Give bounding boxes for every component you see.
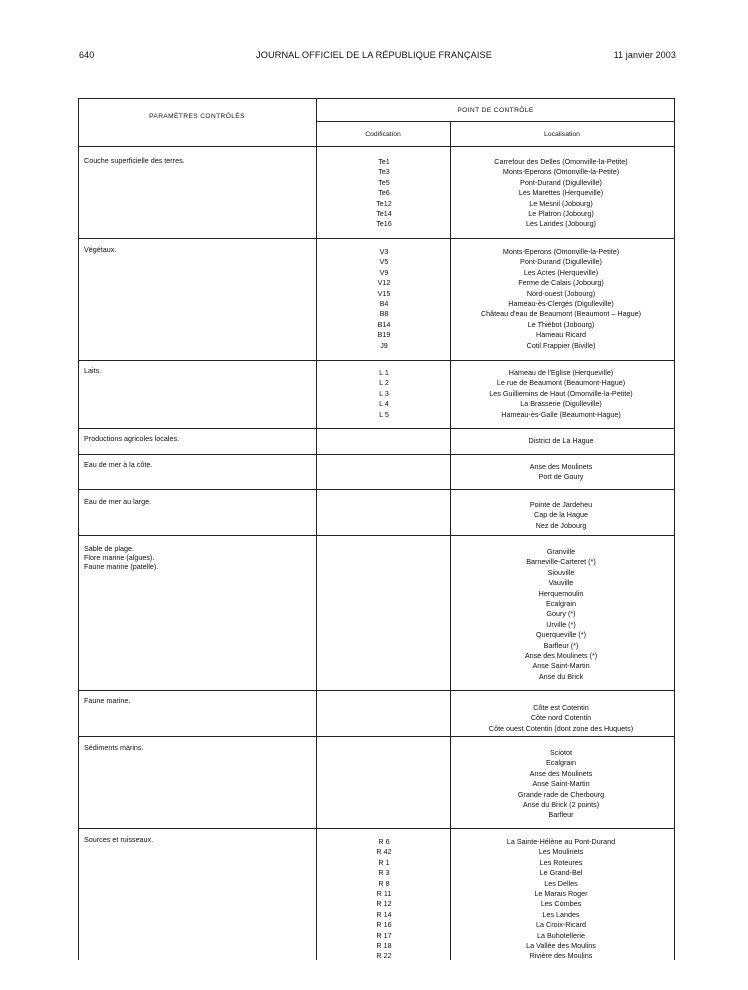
table-border-right [674,98,675,960]
code-cell: R 3 [378,868,390,878]
location-cell: Anse du Brick [538,671,584,681]
code-cell: R 1 [378,857,390,867]
code-cell: L 5 [379,409,389,419]
row-locations [450,547,672,682]
code-cell: V12 [377,278,391,288]
row-parameter [84,460,152,470]
location-cell: Anse Saint-Martin [532,779,590,789]
location-cell: Ferme de Calais (Jobourg) [518,278,604,288]
row-parameter [84,245,116,255]
row-locations [450,157,672,230]
location-column-header: Localisation [544,131,580,138]
row-parameter [84,497,151,507]
row-locations [450,436,672,446]
row-parameter [84,366,101,376]
location-cell: Anse des Moulinets [529,768,593,778]
location-cell: Anse des Moulinets (*) [524,651,598,661]
code-cell: Te6 [378,188,390,198]
code-cell: R 6 [378,837,390,846]
parameter-line: Flore marine (algues). [84,553,155,562]
row-locations [450,500,672,531]
param-column-header: PARAMÈTRES CONTRÔLÉS [149,113,245,120]
code-cell: L 1 [379,368,389,377]
column-divider-param [316,98,317,960]
row-parameter [84,743,144,753]
location-cell: Le rue de Beaumont (Beaumont-Hague) [496,378,626,388]
row-codes [318,368,450,420]
location-cell: Granville [546,547,576,556]
page-number: 640 [79,50,95,60]
parameter-line: Productions agricoles locales. [84,434,180,443]
location-cell: Carrefour des Delles (Omonville-la-Petite) [494,157,628,166]
header-bottom-line [78,146,675,147]
location-cell: Les Acres (Herqueville) [523,267,599,277]
location-cell: Côte nord Cotentin [530,713,592,723]
code-cell: L 2 [379,378,389,388]
location-cell: La Sainte-Hélène au Pont-Durand [506,837,616,846]
location-cell: Les Roteures [539,857,583,867]
row-locations [450,703,672,734]
parameter-line: Couche superficielle des terres. [84,156,185,165]
location-cell: Querqueville (*) [536,630,586,640]
code-cell: R 8 [378,878,390,888]
location-cell: La Vallée des Moulins [526,941,596,951]
code-cell: B8 [379,309,389,319]
code-cell: Te14 [376,209,392,219]
code-cell: B14 [377,319,391,329]
code-cell: V15 [377,288,391,298]
code-cell: Te3 [378,167,390,177]
row-codes [318,837,450,962]
code-cell: B19 [377,330,391,340]
point-column-header: POINT DE CONTRÔLE [457,107,534,114]
code-cell: R 12 [376,899,392,909]
location-cell: Le Thiébot (Jobourg) [527,319,595,329]
code-cell: V5 [379,257,389,267]
location-cell: La Croix-Ricard [536,920,586,930]
code-cell: L 3 [379,388,389,398]
row-divider [78,428,675,429]
location-cell: La Brasserie (Digulleville) [520,399,602,409]
location-cell: District de La Hague [528,436,594,445]
code-cell: R 17 [376,930,392,940]
location-cell: Anse Saint-Martin [532,661,590,671]
location-cell: Nez de Jobourg [535,520,587,530]
location-cell: Monts-Eperons (Omonville-la-Petite) [502,167,620,177]
row-divider [78,360,675,361]
row-parameter [84,434,179,444]
code-cell: R 11 [376,889,392,899]
parameter-line: Sources et ruisseaux. [84,835,154,844]
row-divider [78,690,675,691]
row-parameter [84,835,153,845]
code-cell: L 4 [379,399,389,409]
location-cell: Cap de la Hague [534,510,588,520]
location-cell: Herquemoulin [538,588,584,598]
location-cell: Vauville [548,578,574,588]
location-cell: Barfleur [548,810,574,820]
table-border-top [78,98,675,99]
code-cell: R 42 [376,847,392,857]
row-divider [78,238,675,239]
code-cell: R 14 [376,909,392,919]
code-cell: B4 [379,299,389,309]
parameter-line: Faune marine (patelle). [84,562,159,571]
row-divider [78,454,675,455]
row-codes [318,157,450,230]
parameter-line: Eau de mer au large. [84,497,152,506]
row-locations [450,748,672,821]
location-cell: Port de Goury [538,472,584,482]
location-cell: Monts-Eperons (Omonville-la-Petite) [502,247,620,256]
location-cell: Siouville [547,567,575,577]
header-subdivider [316,121,675,122]
code-cell: Te16 [376,219,392,229]
code-cell: V3 [379,247,389,256]
code-cell: R 16 [376,920,392,930]
issue-date: 11 janvier 2003 [613,50,676,60]
row-locations [450,462,672,483]
parameter-line: Laits. [84,366,102,375]
location-cell: Hameau-ès-Galle (Beaumont-Hague) [501,409,621,419]
location-cell: Les Guilliemins de Haut (Omonville-la-Petite) [489,388,633,398]
location-cell: Le Grand-Bel [539,868,583,878]
code-column-header: Codification [365,131,401,138]
row-parameter [84,544,158,571]
row-codes [318,247,450,351]
code-cell: Te12 [376,198,392,208]
location-cell: Cotil Frappier (Biville) [526,340,596,350]
location-cell: Grande rade de Cherbourg [517,789,605,799]
location-cell: Les Marettes (Herqueville) [518,188,604,198]
parameter-line: Sédiments marins. [84,743,144,752]
code-cell: R 22 [376,951,392,961]
code-cell: Te5 [378,177,390,187]
row-divider [78,535,675,536]
location-cell: Pont-Durand (Digulleville) [520,257,602,267]
parameter-line: Eau de mer à la côte. [84,460,153,469]
location-cell: Hameau-ès-Clergés (Digulleville) [508,299,614,309]
row-parameter [84,696,130,706]
row-locations [450,368,672,420]
row-divider [78,828,675,829]
row-divider [78,489,675,490]
location-cell: Château d'eau de Beaumont (Beaumont – Hague) [480,309,641,319]
location-cell: Le Mesnil (Jobourg) [529,198,593,208]
code-cell: Te1 [378,157,390,166]
parameter-line: Végétaux. [84,245,117,254]
location-cell: Urville (*) [546,619,576,629]
row-divider [78,736,675,737]
parameter-line: Faune marine. [84,696,131,705]
location-cell: Anse des Moulinets [529,462,593,471]
location-cell: Ecalgrain [546,599,576,609]
location-cell: Le Platron (Jobourg) [528,209,594,219]
location-cell: Rivière des Moulins [529,951,593,961]
location-cell: Les Combes [540,899,582,909]
location-cell: Nord-ouest (Jobourg) [526,288,596,298]
table-border-left [78,98,79,960]
location-cell: Barfleur (*) [543,640,579,650]
location-cell: Pointe de Jardeheu [529,500,593,509]
location-cell: Côte est Cotentin [533,703,589,712]
row-parameter [84,156,185,166]
code-cell: V9 [379,267,389,277]
location-cell: Les Landes [542,909,580,919]
journal-title: JOURNAL OFFICIEL DE LA RÉPUBLIQUE FRANÇAISE [256,50,492,60]
location-cell: Anse du Brick (2 points) [522,800,600,810]
location-cell: Le Marais Roger [534,889,588,899]
location-cell: Hameau de l'Eglise (Herqueville) [508,368,614,377]
row-locations [450,837,672,962]
location-cell: Barneville-Carteret (*) [526,557,596,567]
code-cell: J9 [380,340,388,350]
location-cell: Côte ouest Cotentin (dont zone des Huquets) [488,723,634,733]
control-table [78,98,675,960]
location-cell: Sciotot [550,748,572,757]
row-locations [450,247,672,351]
location-cell: Goury (*) [546,609,576,619]
location-cell: Les Moulinets [538,847,584,857]
location-cell: Ecalgrain [546,758,576,768]
location-cell: Pont-Durand (Digulleville) [520,177,602,187]
location-cell: Les Landes (Jobourg) [526,219,596,229]
location-cell: La Buhotellerie [537,930,585,940]
location-cell: Hameau Ricard [536,330,586,340]
location-cell: Les Delles [544,878,578,888]
code-cell: R 18 [376,941,392,951]
parameter-line: Sable de plage. [84,544,134,553]
